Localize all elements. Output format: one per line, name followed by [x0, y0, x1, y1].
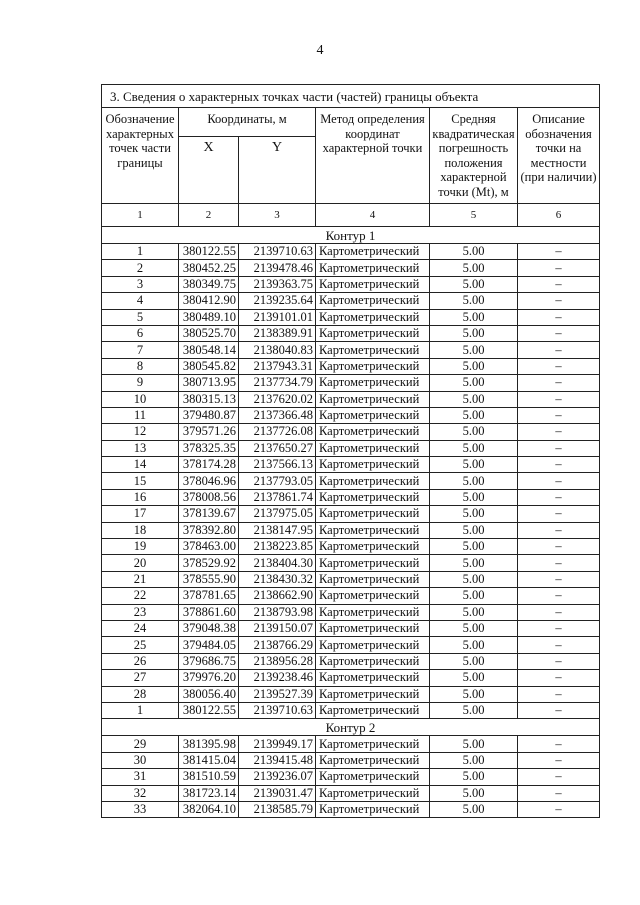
- point-cell: 19: [102, 539, 179, 555]
- table-row: [102, 391, 600, 407]
- error-cell: 5.00: [430, 489, 518, 505]
- contour-title: Контур 2: [102, 719, 600, 736]
- error-cell: 5.00: [430, 375, 518, 391]
- table-row: [102, 244, 600, 260]
- method-cell: Картометрический: [316, 506, 430, 522]
- error-cell: 5.00: [430, 686, 518, 702]
- error-cell: 5.00: [430, 588, 518, 604]
- x-coordinate-cell: 379686.75: [179, 653, 239, 669]
- error-cell: 5.00: [430, 539, 518, 555]
- description-cell: –: [518, 588, 600, 604]
- y-coordinate-cell: 2138766.29: [239, 637, 316, 653]
- column-number-row: [102, 204, 600, 227]
- error-cell: 5.00: [430, 457, 518, 473]
- method-cell: Картометрический: [316, 473, 430, 489]
- table-row: [102, 293, 600, 309]
- point-cell: 23: [102, 604, 179, 620]
- y-coordinate-cell: 2138040.83: [239, 342, 316, 358]
- table-caption-row: [102, 85, 600, 108]
- error-cell: 5.00: [430, 260, 518, 276]
- x-coordinate-cell: 379484.05: [179, 637, 239, 653]
- point-cell: 24: [102, 620, 179, 636]
- error-cell: 5.00: [430, 785, 518, 801]
- y-coordinate-cell: 2138956.28: [239, 653, 316, 669]
- method-cell: Картометрический: [316, 342, 430, 358]
- description-cell: –: [518, 769, 600, 785]
- point-cell: 4: [102, 293, 179, 309]
- error-cell: 5.00: [430, 440, 518, 456]
- x-coordinate-cell: 379480.87: [179, 407, 239, 423]
- point-cell: 14: [102, 457, 179, 473]
- table-row: [102, 670, 600, 686]
- method-cell: Картометрический: [316, 244, 430, 260]
- point-cell: 5: [102, 309, 179, 325]
- y-coordinate-cell: 2139710.63: [239, 244, 316, 260]
- x-coordinate-cell: 380489.10: [179, 309, 239, 325]
- y-coordinate-cell: 2137793.05: [239, 473, 316, 489]
- method-cell: Картометрический: [316, 293, 430, 309]
- description-cell: –: [518, 736, 600, 752]
- description-cell: –: [518, 637, 600, 653]
- table-row: [102, 440, 600, 456]
- error-cell: 5.00: [430, 736, 518, 752]
- y-coordinate-cell: 2139236.07: [239, 769, 316, 785]
- error-cell: 5.00: [430, 769, 518, 785]
- header-x: X: [179, 137, 239, 204]
- x-coordinate-cell: 380122.55: [179, 244, 239, 260]
- x-coordinate-cell: 381723.14: [179, 785, 239, 801]
- method-cell: Картометрический: [316, 260, 430, 276]
- x-coordinate-cell: 380056.40: [179, 686, 239, 702]
- boundary-points-table: [101, 84, 600, 818]
- y-coordinate-cell: 2139235.64: [239, 293, 316, 309]
- table-row: [102, 342, 600, 358]
- column-number: 2: [179, 204, 239, 227]
- table-caption: 3. Сведения о характерных точках части (частей) границы объекта: [102, 85, 600, 108]
- x-coordinate-cell: 380349.75: [179, 276, 239, 292]
- x-coordinate-cell: 378861.60: [179, 604, 239, 620]
- error-cell: 5.00: [430, 309, 518, 325]
- x-coordinate-cell: 379048.38: [179, 620, 239, 636]
- y-coordinate-cell: 2138793.98: [239, 604, 316, 620]
- y-coordinate-cell: 2138404.30: [239, 555, 316, 571]
- description-cell: –: [518, 293, 600, 309]
- description-cell: –: [518, 686, 600, 702]
- y-coordinate-cell: 2139363.75: [239, 276, 316, 292]
- description-cell: –: [518, 670, 600, 686]
- x-coordinate-cell: 378781.65: [179, 588, 239, 604]
- point-cell: 15: [102, 473, 179, 489]
- x-coordinate-cell: 378463.00: [179, 539, 239, 555]
- table-row: [102, 489, 600, 505]
- x-coordinate-cell: 380315.13: [179, 391, 239, 407]
- y-coordinate-cell: 2138223.85: [239, 539, 316, 555]
- point-cell: 6: [102, 325, 179, 341]
- y-coordinate-cell: 2138389.91: [239, 325, 316, 341]
- description-cell: –: [518, 424, 600, 440]
- method-cell: Картометрический: [316, 276, 430, 292]
- error-cell: 5.00: [430, 620, 518, 636]
- error-cell: 5.00: [430, 244, 518, 260]
- description-cell: –: [518, 571, 600, 587]
- error-cell: 5.00: [430, 752, 518, 768]
- method-cell: Картометрический: [316, 571, 430, 587]
- method-cell: Картометрический: [316, 588, 430, 604]
- description-cell: –: [518, 260, 600, 276]
- y-coordinate-cell: 2137366.48: [239, 407, 316, 423]
- description-cell: –: [518, 342, 600, 358]
- x-coordinate-cell: 378046.96: [179, 473, 239, 489]
- table-row: [102, 407, 600, 423]
- point-cell: 28: [102, 686, 179, 702]
- x-coordinate-cell: 380548.14: [179, 342, 239, 358]
- y-coordinate-cell: 2137620.02: [239, 391, 316, 407]
- method-cell: Картометрический: [316, 604, 430, 620]
- error-cell: 5.00: [430, 424, 518, 440]
- error-cell: 5.00: [430, 276, 518, 292]
- description-cell: –: [518, 457, 600, 473]
- y-coordinate-cell: 2139710.63: [239, 702, 316, 718]
- column-number: 5: [430, 204, 518, 227]
- x-coordinate-cell: 378529.92: [179, 555, 239, 571]
- description-cell: –: [518, 407, 600, 423]
- header-description: Описание обозначения точки на местности (при наличии): [518, 108, 600, 204]
- method-cell: Картометрический: [316, 637, 430, 653]
- error-cell: 5.00: [430, 801, 518, 817]
- point-cell: 30: [102, 752, 179, 768]
- y-coordinate-cell: 2138662.90: [239, 588, 316, 604]
- method-cell: Картометрический: [316, 489, 430, 505]
- header-error: Средняя квадратическая погрешность положения характерной точки (Mt), м: [430, 108, 518, 204]
- method-cell: Картометрический: [316, 686, 430, 702]
- table-row: [102, 358, 600, 374]
- error-cell: 5.00: [430, 506, 518, 522]
- table-row: [102, 325, 600, 341]
- table-row: [102, 571, 600, 587]
- error-cell: 5.00: [430, 391, 518, 407]
- method-cell: Картометрический: [316, 407, 430, 423]
- x-coordinate-cell: 378008.56: [179, 489, 239, 505]
- point-cell: 32: [102, 785, 179, 801]
- y-coordinate-cell: 2138585.79: [239, 801, 316, 817]
- table-row: [102, 424, 600, 440]
- description-cell: –: [518, 702, 600, 718]
- y-coordinate-cell: 2139478.46: [239, 260, 316, 276]
- y-coordinate-cell: 2137726.08: [239, 424, 316, 440]
- method-cell: Картометрический: [316, 522, 430, 538]
- description-cell: –: [518, 620, 600, 636]
- x-coordinate-cell: 382064.10: [179, 801, 239, 817]
- x-coordinate-cell: 380713.95: [179, 375, 239, 391]
- contour-title: Контур 1: [102, 227, 600, 244]
- header-y: Y: [239, 137, 316, 204]
- error-cell: 5.00: [430, 555, 518, 571]
- y-coordinate-cell: 2137650.27: [239, 440, 316, 456]
- description-cell: –: [518, 391, 600, 407]
- point-cell: 29: [102, 736, 179, 752]
- y-coordinate-cell: 2139949.17: [239, 736, 316, 752]
- header-row: [102, 108, 600, 137]
- method-cell: Картометрический: [316, 358, 430, 374]
- y-coordinate-cell: 2139150.07: [239, 620, 316, 636]
- table-row: [102, 801, 600, 817]
- point-cell: 12: [102, 424, 179, 440]
- table-row: [102, 276, 600, 292]
- x-coordinate-cell: 380545.82: [179, 358, 239, 374]
- method-cell: Картометрический: [316, 440, 430, 456]
- y-coordinate-cell: 2139527.39: [239, 686, 316, 702]
- table-row: [102, 604, 600, 620]
- x-coordinate-cell: 381415.04: [179, 752, 239, 768]
- y-coordinate-cell: 2137566.13: [239, 457, 316, 473]
- table-row: [102, 752, 600, 768]
- description-cell: –: [518, 375, 600, 391]
- page-number: 4: [316, 43, 324, 58]
- method-cell: Картометрический: [316, 801, 430, 817]
- column-number: 4: [316, 204, 430, 227]
- description-cell: –: [518, 473, 600, 489]
- table-row: [102, 457, 600, 473]
- method-cell: Картометрический: [316, 539, 430, 555]
- error-cell: 5.00: [430, 342, 518, 358]
- method-cell: Картометрический: [316, 457, 430, 473]
- contour-section-row: [102, 719, 600, 736]
- header-method: Метод определения координат характерной точки: [316, 108, 430, 204]
- method-cell: Картометрический: [316, 769, 430, 785]
- table-row: [102, 653, 600, 669]
- x-coordinate-cell: 378555.90: [179, 571, 239, 587]
- error-cell: 5.00: [430, 604, 518, 620]
- x-coordinate-cell: 379571.26: [179, 424, 239, 440]
- description-cell: –: [518, 440, 600, 456]
- description-cell: –: [518, 555, 600, 571]
- error-cell: 5.00: [430, 407, 518, 423]
- table-row: [102, 620, 600, 636]
- table-row: [102, 506, 600, 522]
- point-cell: 31: [102, 769, 179, 785]
- description-cell: –: [518, 325, 600, 341]
- error-cell: 5.00: [430, 473, 518, 489]
- table-row: [102, 473, 600, 489]
- description-cell: –: [518, 276, 600, 292]
- point-cell: 22: [102, 588, 179, 604]
- contour-section-row: [102, 227, 600, 244]
- point-cell: 1: [102, 244, 179, 260]
- column-number: 1: [102, 204, 179, 227]
- y-coordinate-cell: 2137734.79: [239, 375, 316, 391]
- table-row: [102, 769, 600, 785]
- y-coordinate-cell: 2137975.05: [239, 506, 316, 522]
- table-row: [102, 309, 600, 325]
- y-coordinate-cell: 2138147.95: [239, 522, 316, 538]
- description-cell: –: [518, 752, 600, 768]
- table-row: [102, 736, 600, 752]
- method-cell: Картометрический: [316, 785, 430, 801]
- point-cell: 9: [102, 375, 179, 391]
- description-cell: –: [518, 801, 600, 817]
- x-coordinate-cell: 380452.25: [179, 260, 239, 276]
- table-row: [102, 375, 600, 391]
- description-cell: –: [518, 506, 600, 522]
- description-cell: –: [518, 653, 600, 669]
- method-cell: Картометрический: [316, 309, 430, 325]
- point-cell: 25: [102, 637, 179, 653]
- description-cell: –: [518, 358, 600, 374]
- method-cell: Картометрический: [316, 736, 430, 752]
- point-cell: 18: [102, 522, 179, 538]
- method-cell: Картометрический: [316, 391, 430, 407]
- table-row: [102, 539, 600, 555]
- method-cell: Картометрический: [316, 424, 430, 440]
- method-cell: Картометрический: [316, 653, 430, 669]
- x-coordinate-cell: 378325.35: [179, 440, 239, 456]
- y-coordinate-cell: 2139238.46: [239, 670, 316, 686]
- table-row: [102, 555, 600, 571]
- x-coordinate-cell: 381395.98: [179, 736, 239, 752]
- point-cell: 1: [102, 702, 179, 718]
- point-cell: 33: [102, 801, 179, 817]
- point-cell: 2: [102, 260, 179, 276]
- point-cell: 10: [102, 391, 179, 407]
- header-coords: Координаты, м: [179, 108, 316, 137]
- point-cell: 21: [102, 571, 179, 587]
- x-coordinate-cell: 379976.20: [179, 670, 239, 686]
- y-coordinate-cell: 2137943.31: [239, 358, 316, 374]
- table-row: [102, 702, 600, 718]
- x-coordinate-cell: 380122.55: [179, 702, 239, 718]
- method-cell: Картометрический: [316, 375, 430, 391]
- description-cell: –: [518, 604, 600, 620]
- point-cell: 17: [102, 506, 179, 522]
- description-cell: –: [518, 522, 600, 538]
- point-cell: 3: [102, 276, 179, 292]
- method-cell: Картометрический: [316, 620, 430, 636]
- method-cell: Картометрический: [316, 325, 430, 341]
- x-coordinate-cell: 380412.90: [179, 293, 239, 309]
- x-coordinate-cell: 378174.28: [179, 457, 239, 473]
- y-coordinate-cell: 2139415.48: [239, 752, 316, 768]
- method-cell: Картометрический: [316, 752, 430, 768]
- description-cell: –: [518, 785, 600, 801]
- y-coordinate-cell: 2139101.01: [239, 309, 316, 325]
- error-cell: 5.00: [430, 670, 518, 686]
- header-point: Обозначение характерных точек части границы: [102, 108, 179, 204]
- point-cell: 27: [102, 670, 179, 686]
- error-cell: 5.00: [430, 653, 518, 669]
- x-coordinate-cell: 380525.70: [179, 325, 239, 341]
- error-cell: 5.00: [430, 293, 518, 309]
- point-cell: 8: [102, 358, 179, 374]
- error-cell: 5.00: [430, 637, 518, 653]
- method-cell: Картометрический: [316, 555, 430, 571]
- description-cell: –: [518, 309, 600, 325]
- description-cell: –: [518, 244, 600, 260]
- description-cell: –: [518, 539, 600, 555]
- point-cell: 16: [102, 489, 179, 505]
- point-cell: 7: [102, 342, 179, 358]
- table-row: [102, 260, 600, 276]
- method-cell: Картометрический: [316, 702, 430, 718]
- method-cell: Картометрический: [316, 670, 430, 686]
- error-cell: 5.00: [430, 702, 518, 718]
- point-cell: 26: [102, 653, 179, 669]
- description-cell: –: [518, 489, 600, 505]
- point-cell: 20: [102, 555, 179, 571]
- error-cell: 5.00: [430, 571, 518, 587]
- x-coordinate-cell: 381510.59: [179, 769, 239, 785]
- table-row: [102, 785, 600, 801]
- error-cell: 5.00: [430, 522, 518, 538]
- x-coordinate-cell: 378392.80: [179, 522, 239, 538]
- column-number: 3: [239, 204, 316, 227]
- y-coordinate-cell: 2138430.32: [239, 571, 316, 587]
- table-row: [102, 588, 600, 604]
- error-cell: 5.00: [430, 325, 518, 341]
- point-cell: 11: [102, 407, 179, 423]
- error-cell: 5.00: [430, 358, 518, 374]
- table-row: [102, 522, 600, 538]
- column-number: 6: [518, 204, 600, 227]
- point-cell: 13: [102, 440, 179, 456]
- y-coordinate-cell: 2139031.47: [239, 785, 316, 801]
- table-row: [102, 637, 600, 653]
- x-coordinate-cell: 378139.67: [179, 506, 239, 522]
- y-coordinate-cell: 2137861.74: [239, 489, 316, 505]
- table-row: [102, 686, 600, 702]
